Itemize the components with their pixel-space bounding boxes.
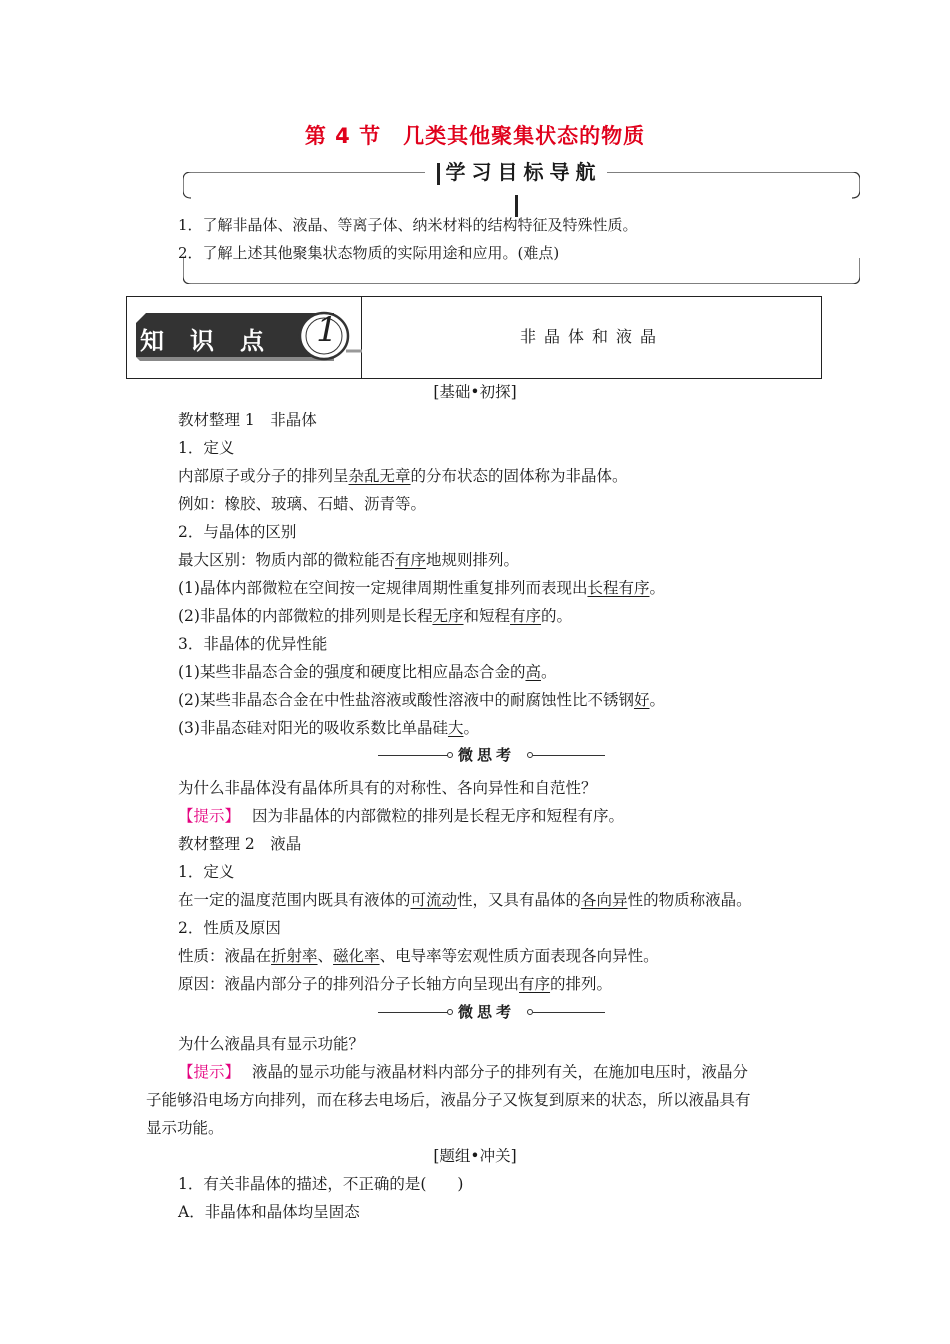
hint-2-line-3: 显示功能。	[146, 1119, 224, 1137]
heading-amorphous: 教材整理 1 非晶体	[178, 411, 317, 429]
reason-text: 原因：液晶内部分子的排列沿分子长轴方向呈现出有序的排列。	[178, 975, 613, 993]
goal-item-1: 1．了解非晶体、液晶、等离子体、纳米材料的结构特征及特殊性质。	[178, 216, 638, 234]
fill-blank: 有序	[510, 607, 542, 625]
heading-liquid-crystal: 教材整理 2 液晶	[178, 835, 302, 853]
question-1-option-a: A．非晶体和晶体均呈固态	[178, 1203, 360, 1221]
definition-text-1: 内部原子或分子的排列呈杂乱无章的分布状态的固体称为非晶体。	[178, 467, 628, 485]
think-question-1: 为什么非晶体没有晶体所具有的对称性、各向异性和自范性？	[178, 779, 597, 797]
think-label-1: 微思考	[458, 746, 516, 764]
goals-header-text: 学习目标导航	[445, 160, 602, 184]
fill-blank: 有序	[395, 551, 427, 569]
hint-2-line-1: 【提示】 液晶的显示功能与液晶材料内部分子的排列有关，在施加电压时，液晶分	[178, 1063, 749, 1081]
fill-blank: 长程有序	[587, 579, 650, 597]
fill-blank: 高	[525, 663, 541, 681]
property-text: 性质：液晶在折射率、磁化率、电导率等宏观性质方面表现各向异性。	[178, 947, 659, 965]
example-text: 例如：橡胶、玻璃、石蜡、沥青等。	[178, 495, 427, 513]
question-1-stem: 1．有关非晶体的描述，不正确的是( )	[178, 1175, 464, 1193]
fill-blank: 有序	[519, 975, 551, 993]
section-tag-basics: [基础•初探]	[433, 383, 517, 401]
think-divider-left	[378, 755, 450, 756]
advantage-item-1: (1)某些非晶态合金的强度和硬度比相应晶态合金的高。	[178, 663, 557, 681]
fill-blank: 可流动	[410, 891, 458, 909]
fill-blank: 磁化率	[333, 947, 380, 965]
property-title: 2．性质及原因	[178, 919, 281, 937]
definition-text-2: 在一定的温度范围内既具有液体的可流动性，又具有晶体的各向异性的物质称液晶。	[178, 891, 752, 909]
think-divider-left	[378, 1012, 450, 1013]
knowledge-point-title: 非晶体和液晶	[519, 327, 664, 346]
think-divider-right	[533, 755, 605, 756]
definition-title-1: 1．定义	[178, 439, 235, 457]
difference-item-2: (2)非晶体的内部微粒的排列则是长程无序和短程有序的。	[178, 607, 573, 625]
fill-blank: 好	[633, 691, 650, 709]
fill-blank: 折射率	[271, 947, 318, 965]
fill-blank: 大	[447, 719, 464, 737]
advantage-title: 3．非晶体的优异性能	[178, 635, 328, 653]
knowledge-point-label: 知识点	[140, 327, 290, 355]
think-label-2: 微思考	[458, 1003, 516, 1021]
think-divider-right	[533, 1012, 605, 1013]
definition-title-2: 1．定义	[178, 863, 235, 881]
fill-blank: 杂乱无章	[348, 467, 411, 485]
page-title: 第 4 节 几类其他聚集状态的物质	[304, 124, 646, 148]
fill-blank: 无序	[432, 607, 464, 625]
think-question-2: 为什么液晶具有显示功能？	[178, 1035, 365, 1053]
think-divider-dot-left	[447, 752, 453, 758]
advantage-item-2: (2)某些非晶态合金在中性盐溶液或酸性溶液中的耐腐蚀性比不锈钢好。	[178, 691, 665, 709]
hint-label: 【提示】	[178, 1063, 241, 1081]
header-bar-left	[437, 163, 440, 185]
hint-2-line-2: 子能够沿电场方向排列，而在移去电场后，液晶分子又恢复到原来的状态，所以液晶具有	[146, 1091, 751, 1109]
hint-label: 【提示】	[178, 807, 241, 825]
think-divider-dot-left	[447, 1009, 453, 1015]
difference-item-1: (1)晶体内部微粒在空间按一定规律周期性重复排列而表现出长程有序。	[178, 579, 665, 597]
difference-title: 2．与晶体的区别	[178, 523, 297, 541]
knowledge-point-number: 1	[316, 310, 338, 350]
advantage-item-3: (3)非晶态硅对阳光的吸收系数比单晶硅大。	[178, 719, 479, 737]
section-tag-practice: [题组•冲关]	[433, 1147, 517, 1165]
fill-blank: 各向异	[581, 891, 628, 909]
goal-item-2: 2．了解上述其他聚集状态物质的实际用途和应用。(难点)	[178, 244, 560, 262]
goals-header	[425, 156, 607, 188]
difference-text: 最大区别：物质内部的微粒能否有序地规则排列。	[178, 551, 520, 569]
hint-1: 【提示】 因为非晶体的内部微粒的排列是长程无序和短程有序。	[178, 807, 625, 825]
